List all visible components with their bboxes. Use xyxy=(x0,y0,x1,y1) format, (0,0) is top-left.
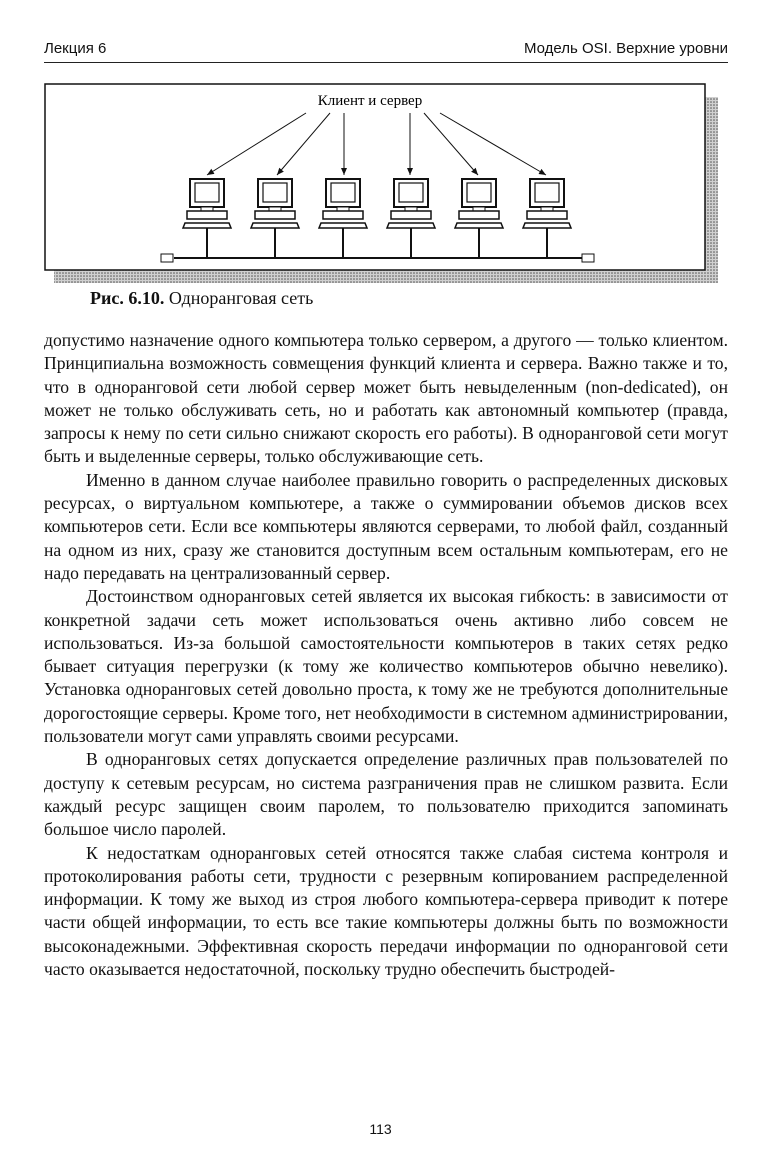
figure-frame xyxy=(45,84,705,270)
paragraph-3: Достоинством одноранговых сетей является их высокая гибкость: в зависимости от конкретной задачи сеть может использоваться очень активно либо совсем не использоваться. Из-за большой самостоятельности компьютеров в таких сетях редко бывает ситуация перегрузки (к тому же количество компьютеров обычно невелико). Установка одноранговых сетей довольно проста, к тому же не требуются дополнительные дорогостоящие серверы. Кроме того, нет необходимости в системном администрировании, пользователи могут сами управлять своими ресурсами. xyxy=(44,586,728,747)
figure-caption xyxy=(90,288,313,309)
header-lecture: Лекция 6 xyxy=(44,40,107,57)
peer-network-diagram xyxy=(44,83,720,283)
network-figure xyxy=(44,83,720,283)
page-number: 113 xyxy=(369,1121,392,1137)
terminator-left xyxy=(161,254,173,262)
figure-label: Клиент и сервер xyxy=(317,93,423,109)
caption-number: Рис. 6.10. xyxy=(90,288,165,308)
terminator-right xyxy=(582,254,594,262)
frame-shadow-right xyxy=(704,97,718,283)
paragraph-2: Именно в данном случае наиболее правильно говорить о распределенных дисковых ресурсах, о виртуальном компьютере, а также о суммировании объемов дисков всех компьютеров сети. Если все компьютеры являются серверами, то любой файл, созданный на одном из них, сразу же становится доступным всем остальным компьютерам, его не надо передавать на централизованный сервер. xyxy=(44,469,728,583)
body-text xyxy=(44,329,728,981)
paragraph-4: В одноранговых сетях допускается определение различных прав пользователей по доступу к сетевым ресурсам, но система разграничения прав не слишком развита. Если каждый ресурс защищен своим паролем, то пользователю приходится запоминать большое число паролей. xyxy=(44,749,728,840)
paragraph-1: допустимо назначение одного компьютера только сервером, а другого — только клиентом. Принципиальна возможность совмещения функций клиента и сервера. Важно также и то, что в одноранговой сети любой сервер может быть невыделенным (non-dedicated), он может не только обслуживать сеть, но и работать как автономный компьютер (правда, запросы к нему по сети сильно снижают скорость его работы). В одноранговой сети могут быть и выделенные серверы, только обслуживающие сеть. xyxy=(44,330,728,467)
running-header xyxy=(44,38,728,63)
frame-shadow-bottom xyxy=(54,269,718,283)
paragraph-5: К недостаткам одноранговых сетей относятся также слабая система контроля и протоколирования работы сети, трудности с резервным копированием распределенной информации. К тому же выход из строя любого компьютера-сервера приводит к потере части общей информации, то есть все такие компьютеры должны быть по возможности высоконадежными. Эффективная скорость передачи информации по одноранговой сети часто оказывается недостаточной, поскольку трудно обеспечить быстродей- xyxy=(44,842,728,980)
caption-text: Одноранговая сеть xyxy=(168,288,314,308)
header-chapter-title: Модель OSI. Верхние уровни xyxy=(523,40,728,57)
